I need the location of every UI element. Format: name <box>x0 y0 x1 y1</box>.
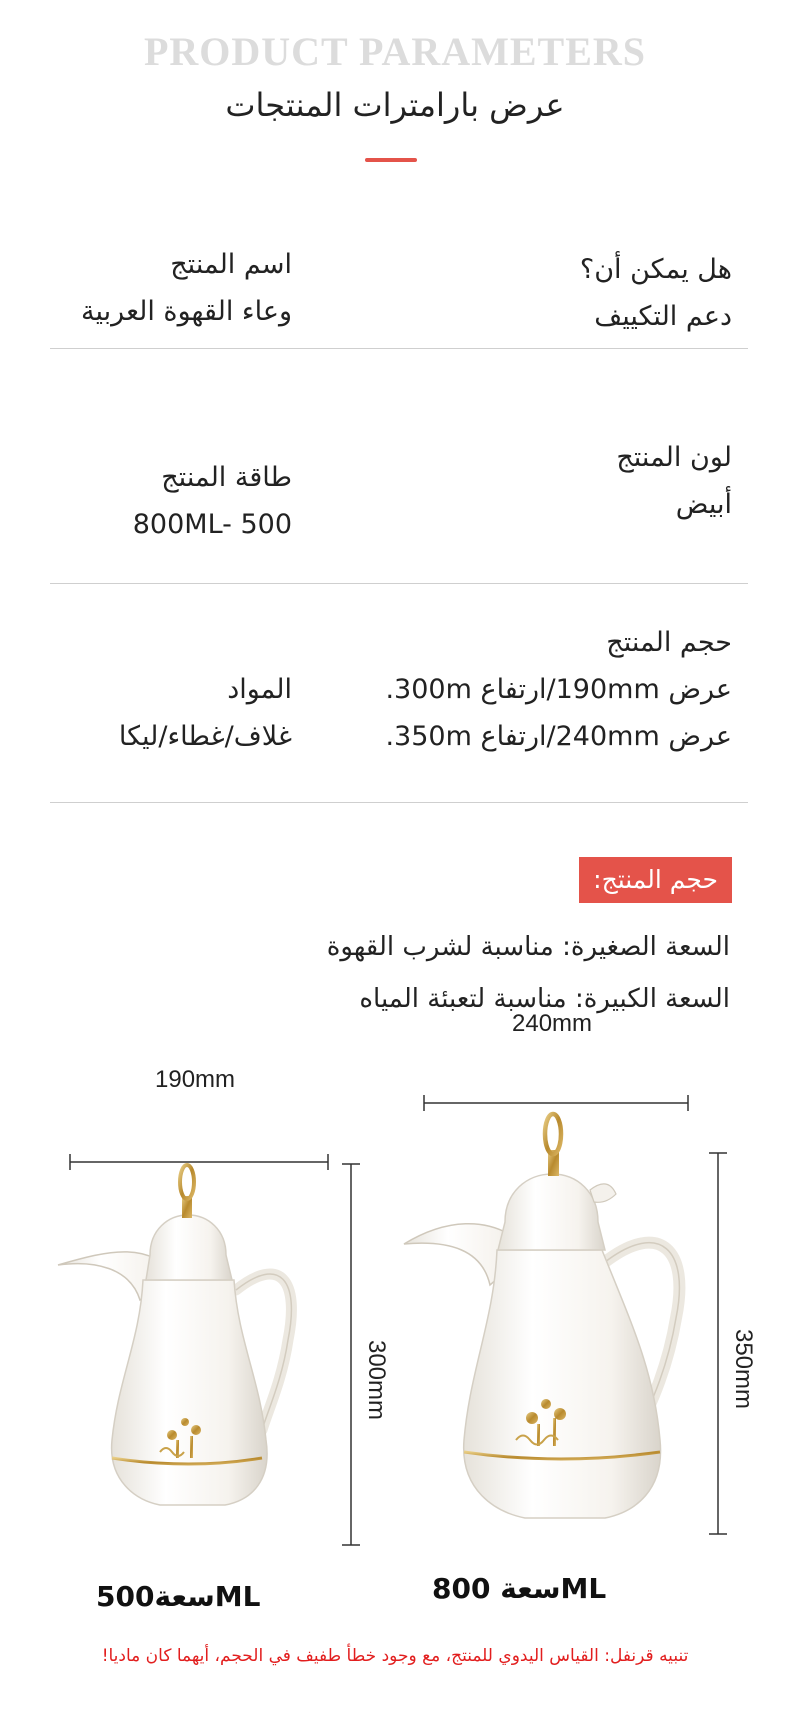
small-height-line <box>342 1164 360 1545</box>
small-capacity-value: 500ML <box>96 1580 261 1613</box>
param-adaptation <box>372 246 732 340</box>
param-capacity-label: طاقة المنتج <box>161 462 292 493</box>
usage-lines <box>130 921 730 1025</box>
large-capacity-value: 800ML <box>432 1572 607 1605</box>
param-size-small: عرض 190mm/ارتفاع 300m. <box>385 674 732 705</box>
param-material-value: غلاف/غطاء/ليكا <box>118 721 292 752</box>
title-underline <box>365 158 417 162</box>
param-adaptation-value: دعم التكييف <box>594 301 732 332</box>
small-capacity-word: سعة <box>154 1580 215 1613</box>
param-product-name-label: اسم المنتج <box>170 249 292 280</box>
measurement-note: تنبيه قرنفل: القياس اليدوي للمنتج، مع وجود خطأ طفيف في الحجم، أيهما كان ماديا! <box>101 1646 689 1666</box>
large-height-line <box>709 1153 727 1534</box>
param-adaptation-label: هل يمكن أن؟ <box>579 254 732 285</box>
param-size <box>312 619 732 760</box>
large-capacity-word: سعة <box>500 1572 561 1605</box>
large-width-label: 240mm <box>512 1010 593 1037</box>
large-capacity-label <box>432 1572 606 1605</box>
usage-large: السعة الكبيرة: مناسبة لتعبئة المياه <box>359 984 730 1014</box>
param-size-label: حجم المنتج <box>606 627 732 658</box>
small-width-line <box>70 1154 328 1170</box>
title-arabic: عرض بارامترات المنتجات <box>225 86 565 124</box>
usage-small: السعة الصغيرة: مناسبة لشرب القهوة <box>326 932 730 962</box>
param-material <box>60 666 292 760</box>
param-product-name-value: وعاء القهوة العربية <box>81 296 292 327</box>
product-illustration <box>0 1050 790 1610</box>
param-size-large: عرض 240mm/ارتفاع 350m. <box>385 721 732 752</box>
param-color <box>372 434 732 528</box>
small-width-label: 190mm <box>155 1066 236 1093</box>
divider-1 <box>50 348 748 349</box>
param-color-value: أبيض <box>675 489 732 520</box>
small-dallah-image <box>58 1165 291 1505</box>
param-capacity-value: 800ML- 500 <box>132 509 292 540</box>
size-badge: حجم المنتج: <box>579 857 732 903</box>
param-capacity <box>60 454 292 548</box>
large-width-line <box>424 1095 688 1111</box>
large-dallah-image <box>404 1114 679 1518</box>
title-english: PRODUCT PARAMETERS <box>143 29 647 74</box>
large-height-label: 350mm <box>730 1328 758 1410</box>
small-height-label: 300mm <box>363 1339 391 1421</box>
param-color-label: لون المنتج <box>616 442 732 473</box>
param-material-label: المواد <box>227 674 292 705</box>
divider-2 <box>50 583 748 584</box>
divider-3 <box>50 802 748 803</box>
param-product-name <box>60 241 292 335</box>
small-capacity-label <box>96 1580 261 1613</box>
